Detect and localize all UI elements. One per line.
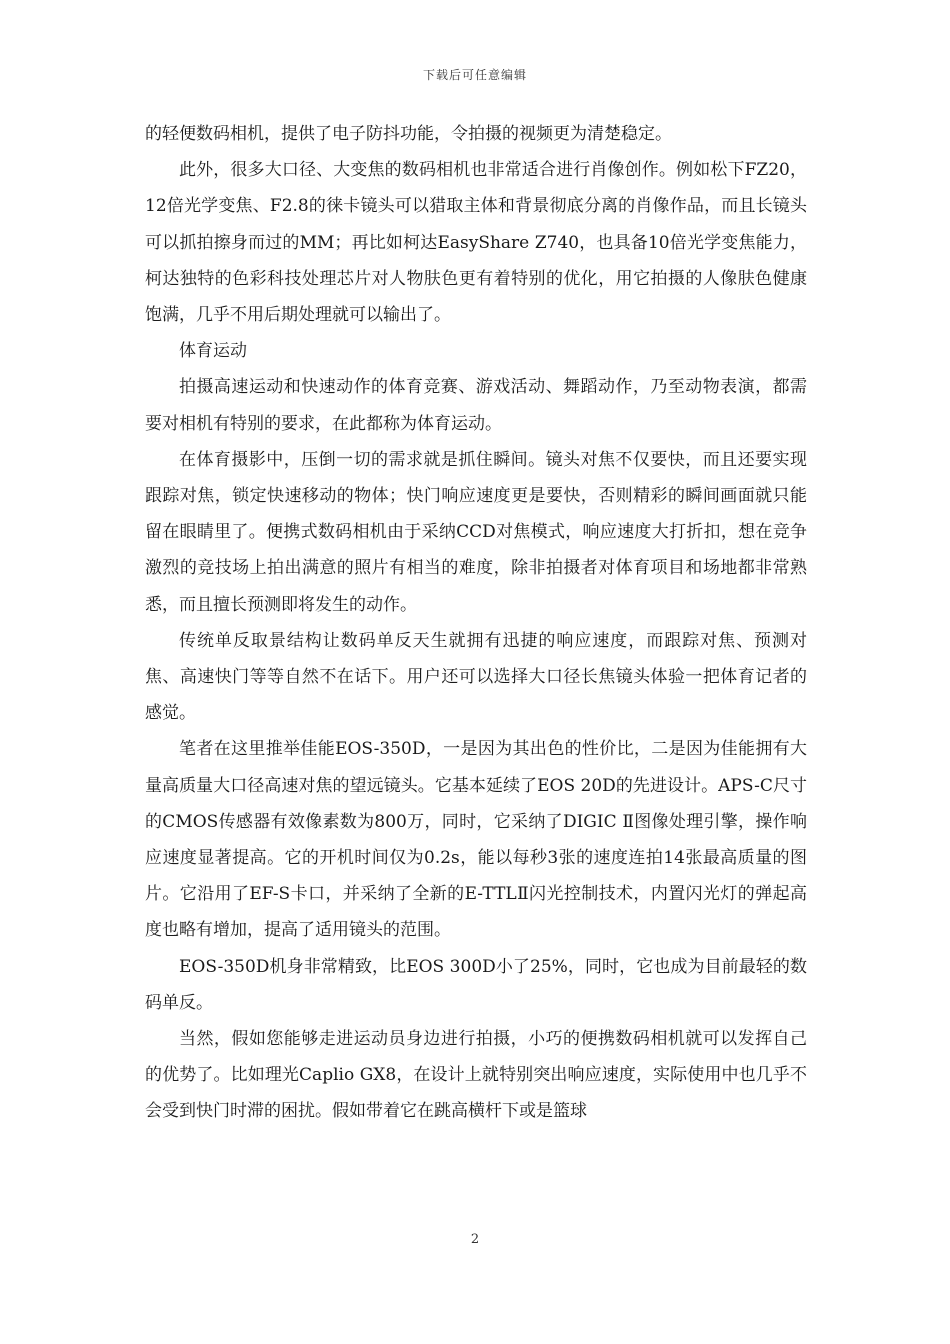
paragraph-8: 当然，假如您能够走进运动员身边进行拍摄，小巧的便携数码相机就可以发挥自己的优势了。比如理光Caplio GX8，在设计上就特别突出响应速度，实际使用中也几乎不会受到快门时滞的困扰。假如带着它在跳高横杆下或是篮球 bbox=[145, 1029, 807, 1122]
paragraph-3: 拍摄高速运动和快速动作的体育竞赛、游戏活动、舞蹈动作，乃至动物表演，都需要对相机有特别的要求，在此都称为体育运动。 bbox=[145, 377, 807, 434]
section-heading-sports: 体育运动 bbox=[179, 341, 247, 362]
paragraph-4: 在体育摄影中，压倒一切的需求就是抓住瞬间。镜头对焦不仅要快，而且还要实现跟踪对焦，锁定快速移动的物体；快门响应速度更是要快，否则精彩的瞬间画面就只能留在眼睛里了。便携式数码相机由于采纳CCD对焦模式，响应速度大打折扣，想在竞争激烈的竞技场上拍出满意的照片有相当的难度，除非拍摄者对体育项目和场地都非常熟悉，而且擅长预测即将发生的动作。 bbox=[145, 449, 807, 615]
paragraph-1: 的轻便数码相机，提供了电子防抖功能，令拍摄的视频更为清楚稳定。 bbox=[145, 124, 672, 144]
paragraph-7: EOS-350D机身非常精致，比EOS 300D小了25%，同时，它也成为目前最轻的数码单反。 bbox=[145, 956, 807, 1013]
page-number: 2 bbox=[470, 1232, 480, 1247]
document-body bbox=[145, 116, 807, 1130]
paragraph-6: 笔者在这里推举佳能EOS-350D，一是因为其出色的性价比，二是因为佳能拥有大量高质量大口径高速对焦的望远镜头。它基本延续了EOS 20D的先进设计。APS-C尺寸的CMOS传感器有效像素数为800万，同时，它采纳了DIGIC Ⅱ图像处理引擎，操作响应速度显著提高。它的开机时间仅为0.2s，能以每秒3张的速度连拍14张最高质量的图片。它沿用了EF-S卡口，并采纳了全新的E-TTLⅡ闪光控制技术，内置闪光灯的弹起高度也略有增加，提高了适用镜头的范围。 bbox=[145, 739, 807, 941]
page-header: 下载后可任意编辑 bbox=[422, 68, 527, 82]
paragraph-5: 传统单反取景结构让数码单反天生就拥有迅捷的响应速度，而跟踪对焦、预测对焦、高速快门等等自然不在话下。用户还可以选择大口径长焦镜头体验一把体育记者的感觉。 bbox=[145, 630, 807, 724]
paragraph-2: 此外，很多大口径、大变焦的数码相机也非常适合进行肖像创作。例如松下FZ20，12倍光学变焦、F2.8的徕卡镜头可以猎取主体和背景彻底分离的肖像作品，而且长镜头可以抓拍擦身而过的MM；再比如柯达EasyShare Z740，也具备10倍光学变焦能力，柯达独特的色彩科技处理芯片对人物肤色更有着特别的优化，用它拍摄的人像肤色健康饱满，几乎不用后期处理就可以输出了。 bbox=[145, 160, 807, 326]
